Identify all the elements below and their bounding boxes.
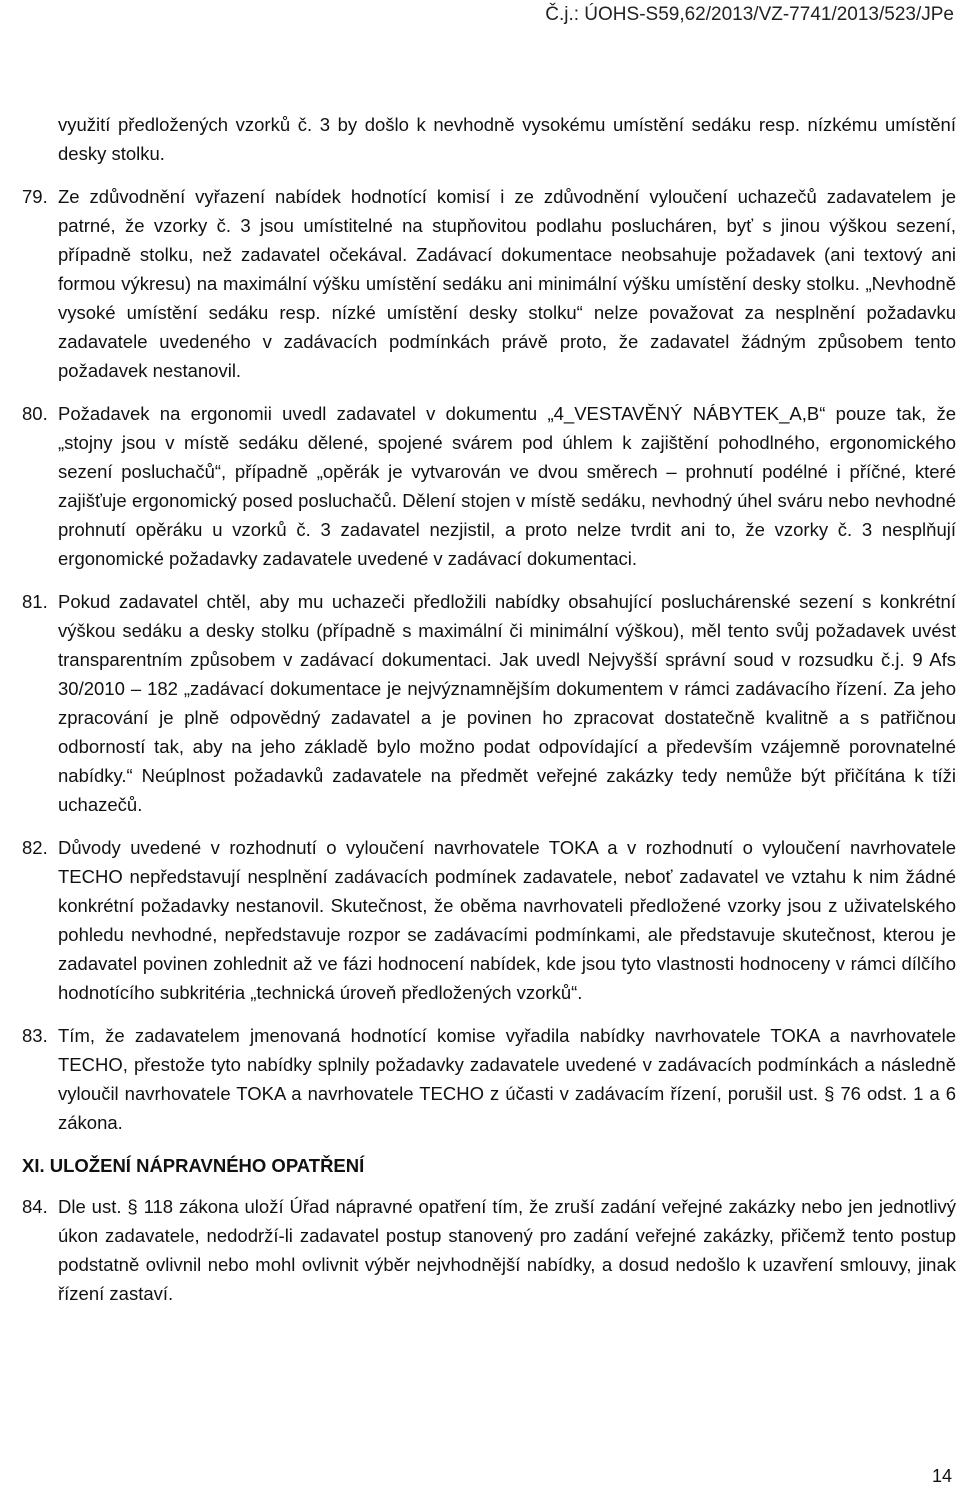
paragraph-number: 79.: [22, 186, 48, 207]
paragraph-text: Pokud zadavatel chtěl, aby mu uchazeči předložili nabídky obsahující posluchárenské sezení s konkrétní výškou sedáku a desky stolku (případně s maximální či minimální výškou), měl tento svůj požadavek uvést transparentním způsobem v zadávací dokumentaci. Jak uvedl Nejvyšší správní soud v rozsudku č.j. 9 Afs 30/2010 – 182 „zadávací dokumentace je nejvýznamnějším dokumentem v rámci zadávacího řízení. Za jeho zpracování je plně odpovědný zadavatel a je povinen ho zpracovat dostatečně kvalitně a s patřičnou odborností tak, aby na jeho základě bylo možno podat odpovídající a především vzájemně porovnatelné nabídky.“ Neúplnost požadavků zadavatele na předmět veřejné zakázky tedy nemůže být přičítána k tíži uchazečů.: [58, 591, 956, 815]
document-reference-header: Č.j.: ÚOHS-S59,62/2013/VZ-7741/2013/523/JPe: [545, 4, 954, 25]
paragraph-number: 83.: [22, 1025, 48, 1046]
paragraph-81: [22, 587, 956, 819]
paragraph-number: 81.: [22, 591, 48, 612]
paragraph-number: 84.: [22, 1196, 48, 1217]
paragraph-84: [22, 1192, 956, 1308]
paragraph-80: [22, 399, 956, 573]
paragraph-text: Ze zdůvodnění vyřazení nabídek hodnotící komisí i ze zdůvodnění vyloučení uchazečů zadavatelem je patrné, že vzorky č. 3 jsou umístitelné na stupňovitou podlahu poslucháren, byť s jinou výškou sezení, případně stolku, než zadavatel očekával. Zadávací dokumentace neobsahuje požadavek (ani textový ani formou výkresu) na maximální výšku umístění sedáku ani minimální výšku umístění desky stolku. „Nevhodně vysoké umístění sedáku resp. nízké umístění desky stolku“ nelze považovat za nesplnění požadavku zadavatele uvedeného v zadávacích podmínkách právě proto, že zadavatel žádným způsobem tento požadavek nestanovil.: [58, 186, 956, 381]
paragraph-number: 82.: [22, 837, 48, 858]
paragraph-number: 80.: [22, 403, 48, 424]
document-body: [22, 110, 956, 1308]
page-number: 14: [931, 1466, 952, 1486]
paragraph-text: Tím, že zadavatelem jmenovaná hodnotící komise vyřadila nabídky navrhovatele TOKA a navrhovatele TECHO, přestože tyto nabídky splnily požadavky zadavatele uvedené v zadávacích podmínkách a následně vyloučil navrhovatele TOKA a navrhovatele TECHO z účasti v zadávacím řízení, porušil ust. § 76 odst. 1 a 6 zákona.: [58, 1025, 956, 1133]
paragraph-text: Důvody uvedené v rozhodnutí o vyloučení navrhovatele TOKA a v rozhodnutí o vyloučení navrhovatele TECHO nepředstavují nesplnění zadávacích podmínek zadavatele, neboť zadavatel ve vztahu k nim žádné konkrétní požadavky nestanovil. Skutečnost, že oběma navrhovateli předložené vzorky jsou z uživatelského pohledu nevhodné, nepředstavuje rozpor se zadávacími podmínkami, ale představuje skutečnost, kterou je zadavatel povinen zohlednit až ve fázi hodnocení nabídek, kde jsou tyto vlastnosti hodnoceny v rámci dílčího hodnotícího subkritéria „technická úroveň předložených vzorků“.: [58, 837, 956, 1003]
continuation-paragraph: využití předložených vzorků č. 3 by došlo k nevhodně vysokému umístění sedáku resp. nízkému umístění desky stolku.: [58, 114, 956, 164]
paragraph-79: [22, 182, 956, 385]
paragraph-text: Požadavek na ergonomii uvedl zadavatel v dokumentu „4_VESTAVĚNÝ NÁBYTEK_A,B“ pouze tak, že „stojny jsou v místě sedáku dělené, spojené svárem pod úhlem k zajištění pohodlného, ergonomického sezení posluchačů“, případně „opěrák je vytvarován ve dvou směrech – prohnutí podélné i příčné, které zajišťuje ergonomický posed posluchačů. Dělení stojen v místě sedáku, nevhodný úhel sváru nebo nevhodné prohnutí opěráku u vzorků č. 3 zadavatel nezjistil, a proto nelze tvrdit ani to, že vzorky č. 3 nesplňují ergonomické požadavky zadavatele uvedené v zadávací dokumentaci.: [58, 403, 956, 569]
paragraph-83: [22, 1021, 956, 1137]
paragraph-text: Dle ust. § 118 zákona uloží Úřad nápravné opatření tím, že zruší zadání veřejné zakázky nebo jen jednotlivý úkon zadavatele, nedodrží-li zadavatel postup stanovený pro zadání veřejné zakázky, přičemž tento postup podstatně ovlivnil nebo mohl ovlivnit výběr nejvhodnější nabídky, a dosud nedošlo k uzavření smlouvy, jinak řízení zastaví.: [58, 1196, 956, 1304]
section-heading: XI. ULOŽENÍ NÁPRAVNÉHO OPATŘENÍ: [22, 1155, 365, 1176]
paragraph-82: [22, 833, 956, 1007]
